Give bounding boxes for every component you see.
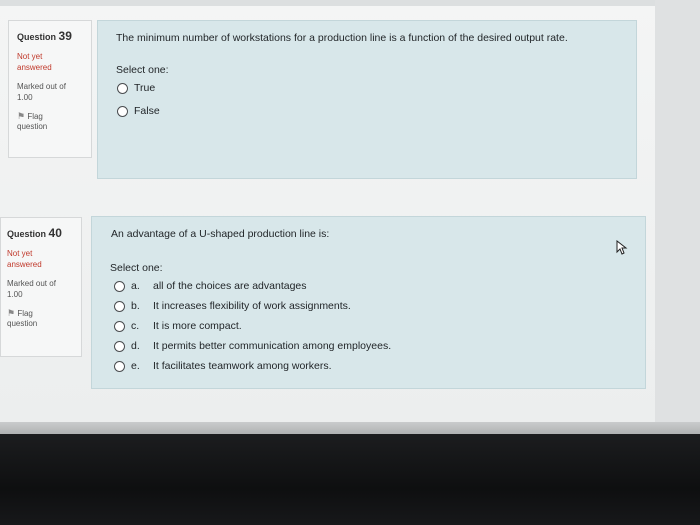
top-divider: [0, 0, 700, 6]
q40-select-one: Select one:: [110, 262, 163, 274]
q40-marks: [7, 278, 81, 300]
q39-question-text: The minimum number of workstations for a production line is a function of the desired output rate.: [116, 32, 568, 44]
q40-title-prefix: Question: [7, 229, 47, 239]
background-surface: [0, 434, 700, 525]
mouse-pointer-icon: [616, 240, 630, 256]
q39-flag-label2: question: [17, 122, 48, 131]
option-label: all of the choices are advantages: [153, 280, 307, 292]
q40-flag-label2: question: [7, 319, 38, 328]
screen-bezel-edge: [0, 422, 700, 434]
q39-option-true[interactable]: [117, 82, 155, 94]
q40-number: 40: [48, 226, 62, 240]
q39-title-prefix: Question: [17, 32, 57, 42]
q40-title: [7, 226, 81, 240]
option-letter: b.: [131, 300, 140, 312]
q40-info-panel: [0, 217, 82, 357]
q39-flag-label: Flag: [27, 112, 43, 121]
radio-button[interactable]: [117, 106, 128, 117]
q39-marks-value: 1.00: [17, 93, 33, 102]
q40-flag-label: Flag: [17, 309, 33, 318]
q39-flag-question[interactable]: [17, 111, 91, 132]
option-letter: d.: [131, 340, 140, 352]
q40-marks-value: 1.00: [7, 290, 23, 299]
option-label: It facilitates teamwork among workers.: [153, 360, 332, 372]
radio-button[interactable]: [114, 341, 125, 352]
q39-state: Not yet answered: [17, 52, 52, 72]
radio-button[interactable]: [114, 281, 125, 292]
option-letter: e.: [131, 360, 140, 372]
q39-option-label: True: [134, 82, 156, 94]
q40-state: Not yet answered: [7, 249, 42, 269]
q39-title: [17, 29, 91, 43]
radio-button[interactable]: [114, 361, 125, 372]
q39-number: 39: [58, 29, 72, 43]
q39-select-one: Select one:: [116, 64, 169, 76]
q40-option-a[interactable]: [114, 280, 307, 292]
q40-option-d[interactable]: [114, 340, 391, 352]
option-label: It is more compact.: [153, 320, 242, 332]
option-label: It permits better communication among employees.: [153, 340, 392, 352]
radio-button[interactable]: [117, 83, 128, 94]
q39-marks-label: Marked out of: [17, 82, 66, 91]
q40-option-e[interactable]: [114, 360, 332, 372]
q40-marks-label: Marked out of: [7, 279, 56, 288]
flag-icon: ⚑: [17, 111, 26, 121]
flag-icon: ⚑: [7, 308, 16, 318]
q40-question-text: An advantage of a U-shaped production line is:: [111, 228, 330, 240]
option-letter: c.: [131, 320, 140, 332]
q39-marks: [17, 81, 91, 103]
radio-button[interactable]: [114, 301, 125, 312]
option-label: It increases flexibility of work assignments.: [153, 300, 351, 312]
q40-flag-question[interactable]: [7, 308, 81, 329]
right-margin: [655, 0, 700, 430]
q40-option-b[interactable]: [114, 300, 351, 312]
q39-option-false[interactable]: [117, 105, 160, 117]
radio-button[interactable]: [114, 321, 125, 332]
q39-option-label: False: [134, 105, 160, 117]
option-letter: a.: [131, 280, 140, 292]
q39-info-panel: [8, 20, 92, 158]
q40-option-c[interactable]: [114, 320, 242, 332]
